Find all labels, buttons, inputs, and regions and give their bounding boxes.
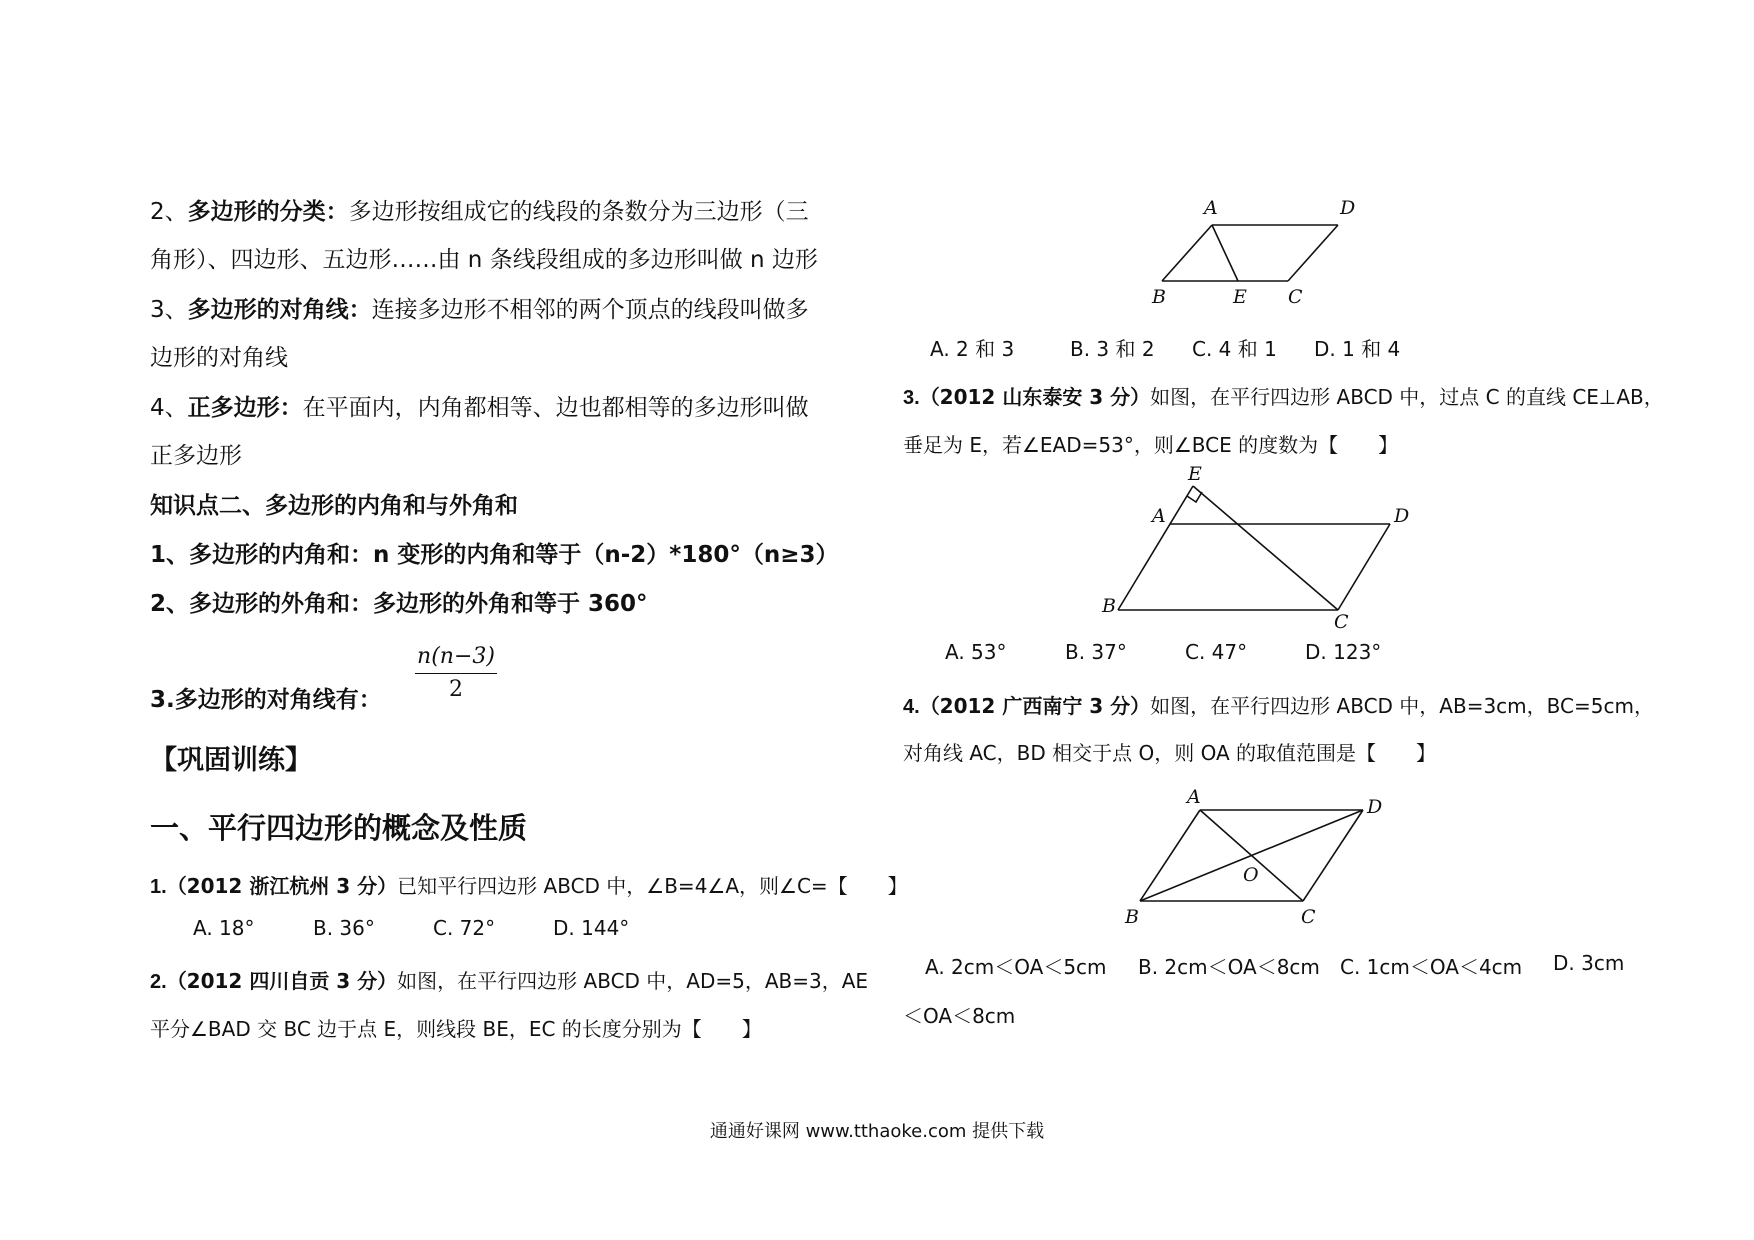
label-b: B	[1102, 595, 1116, 617]
option-d: D. 144°	[553, 916, 630, 940]
para-polygon-diagonal	[150, 286, 809, 334]
exterior-angle-sum: 2、多边形的外角和：多边形的外角和等于 360°	[150, 591, 648, 617]
diagonal-bd	[1140, 810, 1363, 901]
question-3	[903, 381, 1664, 410]
question-4-option-d-cont: ＜OA＜8cm	[903, 1004, 1016, 1028]
para-polygon-classification	[150, 188, 809, 236]
question-source: （2012 广西南宁 3 分）	[919, 694, 1151, 718]
question-text: 已知平行四边形 ABCD 中，∠B=4∠A，则∠C=【 】	[397, 874, 908, 898]
para-regular-polygon-cont: 正多边形	[150, 443, 242, 469]
option-d: D. 3cm	[1553, 951, 1625, 975]
diagonal-count-formula	[415, 642, 497, 705]
option-b: B. 36°	[313, 916, 375, 940]
question-text: 如图，在平行四边形 ABCD 中，过点 C 的直线 CE⊥AB，	[1150, 385, 1664, 409]
side-dc	[1338, 524, 1390, 610]
label-a: A	[1204, 197, 1218, 219]
question-number: 3.	[903, 387, 920, 409]
side-ab	[1140, 810, 1200, 901]
label-c: C	[1301, 906, 1316, 928]
section-1-title: 一、平行四边形的概念及性质	[150, 811, 528, 845]
option-a: A. 53°	[945, 640, 1007, 664]
para-polygon-diagonal-cont: 边形的对角线	[150, 345, 288, 371]
label-d: D	[1340, 197, 1356, 219]
label-d: D	[1394, 505, 1410, 527]
fraction-numerator: n(n−3)	[417, 644, 495, 669]
question-source: （2012 四川自贡 3 分）	[166, 969, 398, 993]
figure-parallelogram-abcd-diagonals	[1115, 785, 1395, 930]
page-footer: 通通好课网 www.tthaoke.com 提供下载	[709, 1121, 1045, 1142]
option-a: A. 2 和 3	[930, 337, 1015, 361]
question-1	[150, 870, 908, 899]
side-ab	[1162, 225, 1212, 281]
interior-angle-sum: 1、多边形的内角和：n 变形的内角和等于（n-2）*180°（n≥3）	[150, 542, 839, 568]
question-2-cont: 平分∠BAD 交 BC 边于点 E，则线段 BE，EC 的长度分别为【 】	[150, 1017, 762, 1041]
option-b: B. 3 和 2	[1070, 337, 1155, 361]
item-number: 3、	[150, 297, 188, 323]
label-a: A	[1187, 786, 1201, 808]
side-dc	[1303, 810, 1363, 901]
option-c: C. 1cm＜OA＜4cm	[1340, 955, 1523, 979]
label-a: A	[1152, 505, 1166, 527]
question-text: 如图，在平行四边形 ABCD 中，AD=5，AB=3，AE	[397, 969, 869, 993]
option-d: D. 1 和 4	[1314, 337, 1401, 361]
question-number: 1.	[150, 876, 167, 898]
label-b: B	[1152, 286, 1166, 308]
side-dc	[1288, 225, 1338, 281]
label-c: C	[1334, 611, 1349, 632]
question-text: 如图，在平行四边形 ABCD 中，AB=3cm，BC=5cm，	[1150, 694, 1654, 718]
figure-parallelogram-abcd-perpendicular	[1090, 462, 1420, 632]
question-number: 4.	[903, 696, 920, 718]
question-4-cont: 对角线 AC，BD 相交于点 O，则 OA 的取值范围是【 】	[903, 741, 1437, 765]
label-b: B	[1125, 906, 1139, 928]
option-a: A. 18°	[193, 916, 255, 940]
term-heading: 多边形的分类：	[187, 199, 349, 225]
segment-ae	[1212, 225, 1238, 281]
fraction-denominator: 2	[449, 677, 463, 702]
label-e: E	[1188, 463, 1202, 485]
label-e: E	[1233, 286, 1247, 308]
term-heading: 正多边形：	[187, 395, 303, 421]
line-ce	[1193, 486, 1338, 610]
term-heading: 多边形的对角线：	[187, 297, 372, 323]
question-2	[150, 965, 868, 994]
question-3-cont: 垂足为 E，若∠EAD=53°，则∠BCE 的度数为【 】	[903, 433, 1399, 457]
option-a: A. 2cm＜OA＜5cm	[925, 955, 1107, 979]
item-number: 4、	[150, 395, 188, 421]
question-source: （2012 山东泰安 3 分）	[919, 385, 1151, 409]
label-o: O	[1243, 864, 1259, 886]
question-source: （2012 浙江杭州 3 分）	[166, 874, 398, 898]
fraction-bar	[415, 673, 497, 674]
para-polygon-classification-cont: 角形）、四边形、五边形……由 n 条线段组成的多边形叫做 n 边形	[150, 247, 818, 273]
label-d: D	[1367, 796, 1383, 818]
figure-parallelogram-abcd-e	[1140, 195, 1400, 310]
option-b: B. 37°	[1065, 640, 1127, 664]
option-b: B. 2cm＜OA＜8cm	[1138, 955, 1320, 979]
option-d: D. 123°	[1305, 640, 1382, 664]
knowledge-point-2-title: 知识点二、多边形的内角和与外角和	[150, 493, 518, 519]
definition-text: 连接多边形不相邻的两个顶点的线段叫做多	[371, 297, 809, 323]
option-c: C. 4 和 1	[1192, 337, 1277, 361]
option-c: C. 72°	[433, 916, 496, 940]
para-regular-polygon	[150, 384, 809, 432]
question-number: 2.	[150, 971, 167, 993]
item-number: 2、	[150, 199, 188, 225]
label-c: C	[1288, 286, 1303, 308]
definition-text: 在平面内，内角都相等、边也都相等的多边形叫做	[302, 395, 809, 421]
definition-text: 多边形按组成它的线段的条数分为三边形（三	[348, 199, 809, 225]
question-4	[903, 690, 1654, 719]
diagonal-count-label: 3.多边形的对角线有：	[150, 687, 382, 713]
option-c: C. 47°	[1185, 640, 1248, 664]
practice-title: 【巩固训练】	[150, 745, 312, 776]
